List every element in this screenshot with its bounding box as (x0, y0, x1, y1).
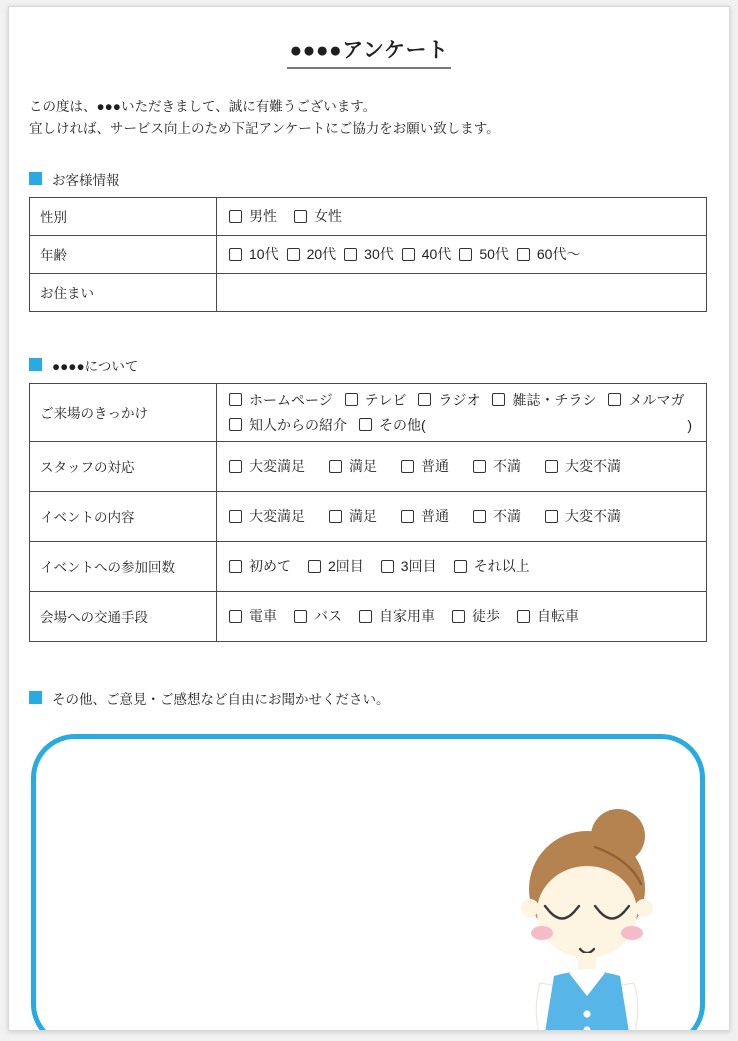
checkbox-icon[interactable] (359, 418, 372, 431)
option-label: 自転車 (537, 608, 579, 625)
checkbox-option[interactable] (359, 606, 435, 626)
option-label: 女性 (314, 208, 342, 225)
option-label: メルマガ (628, 391, 685, 408)
option-label: ラジオ (438, 391, 481, 408)
option-label: ホームページ (249, 391, 333, 408)
section-heading-event (29, 355, 709, 375)
checkbox-icon[interactable] (294, 610, 307, 623)
checkbox-icon[interactable] (517, 610, 530, 623)
section-heading-comments-label: その他、ご意見・ご感想など自由にお聞かせください。 (52, 691, 390, 707)
option-label: 不満 (493, 458, 521, 475)
option-label: 男性 (249, 208, 277, 225)
checkbox-option[interactable] (229, 415, 347, 435)
event-survey-table (29, 383, 707, 642)
checkbox-option[interactable] (452, 606, 500, 626)
visit-trigger-options-line1 (229, 390, 694, 410)
checkbox-option[interactable] (545, 456, 621, 476)
option-label: 初めて (249, 558, 291, 575)
checkbox-icon[interactable] (473, 510, 486, 523)
checkbox-icon[interactable] (545, 460, 558, 473)
option-label: それ以上 (473, 558, 530, 575)
option-label: 2回目 (328, 558, 364, 575)
checkbox-icon[interactable] (229, 560, 242, 573)
checkbox-option[interactable] (418, 390, 480, 410)
row-label-transport: 会場への交通手段 (30, 591, 217, 641)
visit-trigger-options-line2 (229, 415, 426, 435)
checkbox-option[interactable] (402, 244, 452, 264)
table-row-residence (30, 273, 707, 311)
checkbox-icon[interactable] (287, 248, 300, 261)
checkbox-option[interactable] (229, 606, 277, 626)
option-label: 50代 (479, 246, 509, 263)
checkbox-option[interactable] (459, 244, 509, 264)
option-label: テレビ (364, 391, 407, 408)
survey-page (8, 6, 730, 1031)
section-heading-customer (29, 169, 709, 189)
checkbox-icon[interactable] (229, 393, 242, 406)
event-content-options (229, 506, 694, 526)
checkbox-option[interactable] (287, 244, 337, 264)
checkbox-icon[interactable] (608, 393, 621, 406)
option-label: 40代 (421, 246, 452, 263)
checkbox-option[interactable] (229, 244, 279, 264)
checkbox-icon[interactable] (229, 210, 242, 223)
transport-options (229, 606, 694, 626)
free-comment-box[interactable] (31, 734, 705, 1031)
blue-square-icon (29, 691, 42, 704)
option-label: 10代 (249, 246, 279, 263)
checkbox-option[interactable] (473, 456, 521, 476)
checkbox-icon[interactable] (329, 460, 342, 473)
checkbox-option[interactable] (359, 415, 426, 435)
option-label: 大変不満 (565, 508, 621, 525)
customer-info-table (29, 197, 707, 312)
checkbox-icon[interactable] (229, 510, 242, 523)
option-label: 大変不満 (565, 458, 621, 475)
checkbox-option[interactable] (308, 556, 364, 576)
page-title (29, 34, 709, 69)
row-label-age: 年齢 (30, 235, 217, 273)
checkbox-option[interactable] (545, 506, 621, 526)
checkbox-icon[interactable] (402, 248, 415, 261)
checkbox-icon[interactable] (454, 560, 467, 573)
checkbox-icon[interactable] (229, 418, 242, 431)
checkbox-icon[interactable] (492, 393, 505, 406)
checkbox-option[interactable] (492, 390, 596, 410)
option-label: 知人からの紹介 (249, 416, 347, 433)
other-close-paren: ) (687, 416, 692, 433)
table-row-gender (30, 197, 707, 235)
checkbox-option[interactable] (381, 556, 437, 576)
checkbox-option[interactable] (454, 556, 530, 576)
checkbox-option[interactable] (229, 556, 291, 576)
participation-count-options (229, 556, 694, 576)
option-label: 徒歩 (472, 608, 500, 625)
checkbox-icon[interactable] (229, 248, 242, 261)
option-label: 満足 (349, 458, 377, 475)
table-row-transport (30, 591, 707, 641)
checkbox-icon[interactable] (459, 248, 472, 261)
section-heading-customer-label: お客様情報 (52, 172, 120, 188)
checkbox-option[interactable] (294, 606, 342, 626)
option-label: 雑誌・チラシ (512, 391, 597, 408)
checkbox-option[interactable] (294, 206, 342, 226)
row-label-gender: 性別 (30, 197, 217, 235)
row-label-event-content: イベントの内容 (30, 491, 217, 541)
option-label: 大変満足 (249, 508, 305, 525)
bowing-woman-illustration (494, 801, 684, 1031)
checkbox-icon[interactable] (345, 393, 358, 406)
checkbox-option[interactable] (229, 506, 305, 526)
option-label: その他( (379, 416, 426, 433)
residence-input-cell[interactable] (217, 273, 707, 311)
option-label: バス (314, 608, 342, 625)
table-row-staff-response (30, 441, 707, 491)
age-options (229, 244, 694, 264)
table-row-participation-count (30, 541, 707, 591)
checkbox-option[interactable] (608, 390, 684, 410)
checkbox-icon[interactable] (381, 560, 394, 573)
table-row-visit-trigger (30, 383, 707, 441)
checkbox-option[interactable] (329, 506, 377, 526)
checkbox-icon[interactable] (294, 210, 307, 223)
checkbox-option[interactable] (517, 606, 579, 626)
checkbox-option[interactable] (229, 456, 305, 476)
row-label-staff-response: スタッフの対応 (30, 441, 217, 491)
blue-square-icon (29, 172, 42, 185)
checkbox-option[interactable] (345, 390, 407, 410)
checkbox-icon[interactable] (473, 460, 486, 473)
checkbox-icon[interactable] (229, 610, 242, 623)
row-label-participation-count: イベントへの参加回数 (30, 541, 217, 591)
section-heading-event-label: ●●●●について (52, 358, 139, 374)
checkbox-icon[interactable] (401, 460, 414, 473)
checkbox-icon[interactable] (418, 393, 431, 406)
option-label: 電車 (249, 608, 277, 625)
option-label: 大変満足 (249, 458, 305, 475)
checkbox-icon[interactable] (329, 510, 342, 523)
option-label: 3回目 (400, 558, 437, 575)
table-row-age (30, 235, 707, 273)
checkbox-option[interactable] (401, 456, 449, 476)
checkbox-icon[interactable] (452, 610, 465, 623)
checkbox-option[interactable] (344, 244, 394, 264)
intro-line-2: 宜しければ、サービス向上のため下記アンケートにご協力をお願い致します。 (29, 121, 500, 137)
option-label: 20代 (306, 246, 337, 263)
intro-line-1: この度は、●●●いただきまして、誠に有難うございます。 (29, 99, 377, 114)
option-label: 不満 (493, 508, 521, 525)
checkbox-icon[interactable] (359, 610, 372, 623)
checkbox-icon[interactable] (344, 248, 357, 261)
checkbox-option[interactable] (473, 506, 521, 526)
option-label: 60代～ (536, 246, 581, 263)
row-label-residence: お住まい (30, 273, 217, 311)
intro-text (29, 96, 709, 141)
gender-options (229, 206, 694, 226)
checkbox-option[interactable] (329, 456, 377, 476)
checkbox-icon[interactable] (545, 510, 558, 523)
staff-response-options (229, 456, 694, 476)
checkbox-option[interactable] (229, 206, 277, 226)
row-label-visit-trigger: ご来場のきっかけ (30, 383, 217, 441)
checkbox-icon[interactable] (229, 460, 242, 473)
page-title-text: ●●●●アンケート (287, 34, 452, 69)
blue-square-icon (29, 358, 42, 371)
checkbox-icon[interactable] (401, 510, 414, 523)
checkbox-option[interactable] (517, 244, 581, 264)
checkbox-option[interactable] (229, 390, 333, 410)
option-label: 普通 (421, 508, 449, 525)
option-label: 満足 (349, 508, 377, 525)
section-heading-comments (29, 688, 709, 708)
checkbox-icon[interactable] (517, 248, 530, 261)
option-label: 自家用車 (379, 608, 435, 625)
table-row-event-content (30, 491, 707, 541)
checkbox-icon[interactable] (308, 560, 321, 573)
checkbox-option[interactable] (401, 506, 449, 526)
option-label: 普通 (421, 458, 449, 475)
option-label: 30代 (364, 246, 394, 263)
